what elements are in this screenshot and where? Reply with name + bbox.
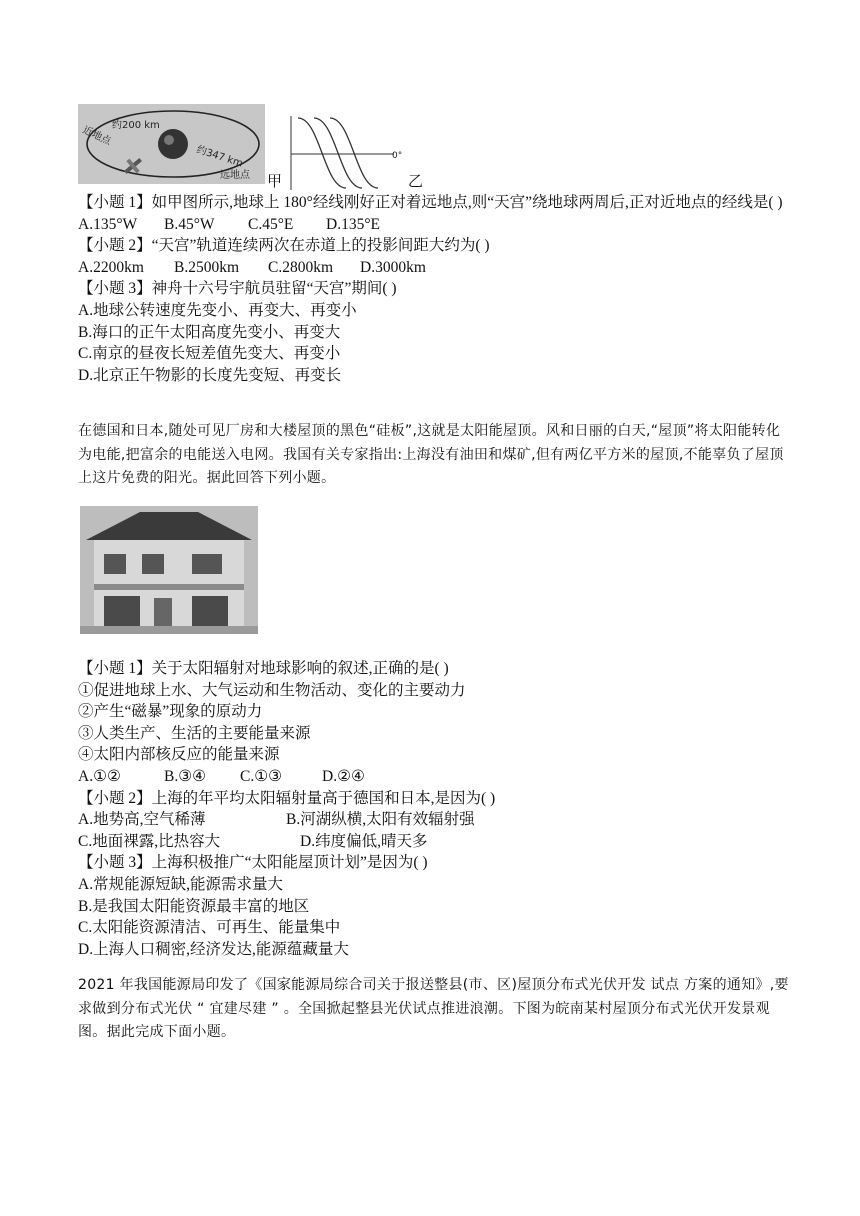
option-c: C.45°E (248, 215, 294, 233)
question-2-2-options-cd (78, 831, 798, 853)
house-image (80, 506, 258, 634)
question-2-1-options (78, 766, 798, 788)
option-b: B.45°W (164, 215, 215, 233)
statement-2: ②产生“磁暴”现象的原动力 (78, 703, 263, 721)
option-c: C.地面裸露,比热容大 (78, 832, 221, 850)
question-2-2: 【小题 2】上海的年平均太阳辐射量高于德国和日本,是因为( ) (78, 789, 496, 807)
option-c: C.南京的昼夜长短差值先变大、再变小 (78, 345, 341, 363)
near-distance-label: 约200 km (112, 120, 160, 131)
option-b: B.③④ (164, 767, 207, 785)
question-2-1: 【小题 1】关于太阳辐射对地球影响的叙述,正确的是( ) (78, 660, 449, 677)
statement-1: ①促进地球上水、大气运动和生物活动、变化的主要动力 (78, 681, 466, 699)
question-1-2-options (78, 257, 798, 279)
option-c: C.①③ (240, 767, 283, 785)
orbit-diagram (78, 104, 265, 184)
option-d: D.135°E (326, 215, 380, 233)
question-2-2-options-ab (78, 809, 798, 831)
option-a: A.2200km (78, 258, 144, 276)
option-b: B.河湖纵横,太阳有效辐射强 (286, 811, 475, 829)
earth-icon (158, 129, 188, 159)
option-a: A.地球公转速度先变小、再变大、再变小 (78, 301, 357, 319)
far-distance-label: 约347 km (195, 144, 244, 170)
question-group-1 (78, 192, 798, 386)
statement-3: ③人类生产、生活的主要能量来源 (78, 724, 311, 742)
question-1-1: 【小题 1】如甲图所示,地球上 180°经线刚好正对着远地点,则“天宫”绕地球两周后,正对近地点的经线是( ) (78, 194, 783, 211)
figure-yi-label: 乙 (408, 174, 424, 190)
option-c: C.2800km (268, 258, 334, 276)
far-point-label: 远地点 (220, 170, 250, 181)
figure-row (78, 104, 438, 188)
curve-figure-yi (290, 116, 408, 190)
option-b: B.2500km (174, 258, 240, 276)
option-d: D.北京正午物影的长度先变短、再变长 (78, 366, 342, 384)
question-2-3: 【小题 3】上海积极推广“太阳能屋顶计划”是因为( ) (78, 854, 428, 872)
figure-jia-label: 甲 (267, 174, 283, 190)
option-a: A.135°W (78, 215, 138, 233)
curve-diagram (290, 116, 408, 190)
option-a: A.地势高,空气稀薄 (78, 811, 206, 829)
option-b: B.海口的正午太阳高度先变小、再变大 (78, 323, 341, 341)
zero-degree-label: 0° (392, 151, 403, 161)
option-a: A.①② (78, 767, 121, 785)
option-d: D.②④ (322, 767, 365, 785)
statement-4: ④太阳内部核反应的能量来源 (78, 746, 280, 764)
question-group-2 (78, 658, 798, 960)
question-1-3: 【小题 3】神舟十六号宇航员驻留“天宫”期间( ) (78, 280, 397, 298)
option-d: D.3000km (360, 258, 426, 276)
orbit-figure-jia (78, 104, 265, 184)
solar-roof-house-photo (80, 506, 258, 634)
option-d: D.上海人口稠密,经济发达,能源蕴藏量大 (78, 940, 349, 958)
question-1-1-options (78, 214, 798, 236)
question-1-2: 【小题 2】“天宫”轨道连续两次在赤道上的投影间距大约为( ) (78, 237, 490, 255)
near-point-label: 近地点 (80, 124, 113, 148)
passage-solar-roof: 在德国和日本,随处可见厂房和大楼屋顶的黑色“硅板”,这就是太阳能屋顶。风和日丽的白天,“屋顶”将太阳能转化为电能,把富余的电能送入电网。我国有关专家指出:上海没有油田和煤矿,但有两亿平方米的屋顶,不能辜负了屋顶上这片免费的阳光。据此回答下列小题。 (78, 423, 784, 486)
option-d: D.纬度偏低,晴天多 (300, 832, 428, 850)
passage-rooftop-pv: 2021 年我国能源局印发了《国家能源局综合司关于报送整县(市、区)屋顶分布式光伏开发 试点 方案的通知》,要求做到分布式光伏 “ 宜建尽建 ” 。全国掀起整县光伏试点推进浪潮。下图为皖南某村屋顶分布式光伏开发景观图。据此完成下面小题。 (78, 977, 789, 1040)
option-b: B.是我国太阳能资源最丰富的地区 (78, 897, 310, 915)
option-c: C.太阳能资源清洁、可再生、能量集中 (78, 919, 341, 937)
option-a: A.常规能源短缺,能源需求量大 (78, 875, 283, 893)
